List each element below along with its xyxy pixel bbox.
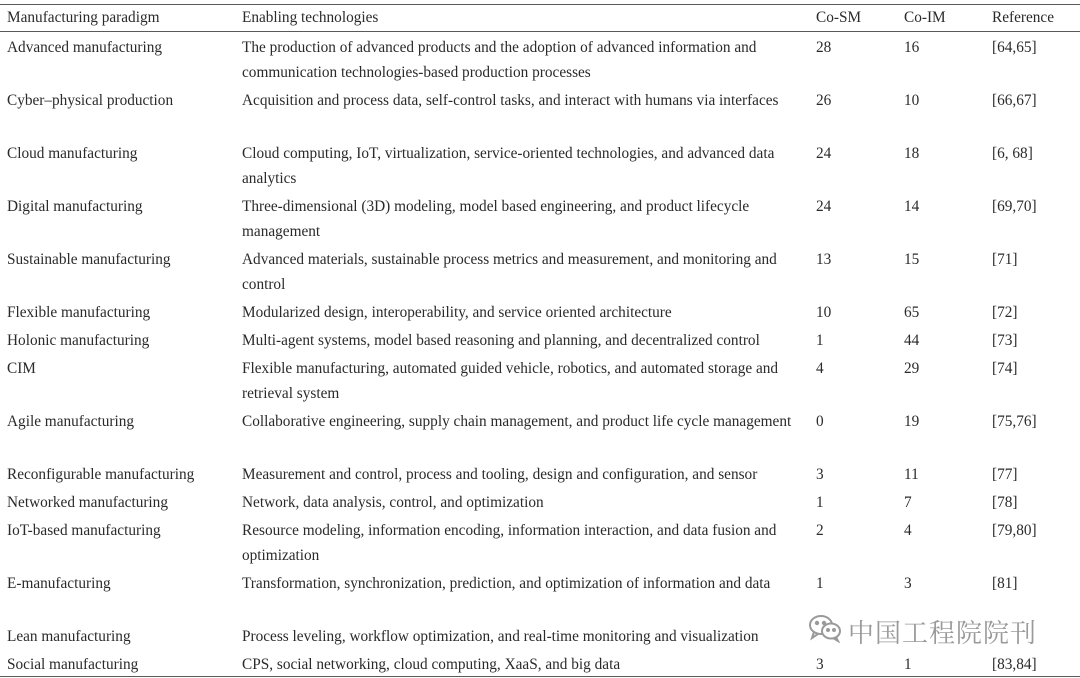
co-im-cell: 18	[904, 145, 920, 162]
paradigm-cell: E-manufacturing	[7, 575, 111, 592]
reference-cell: [73]	[992, 332, 1018, 349]
table-header-row	[0, 5, 1080, 32]
table-row	[0, 297, 1080, 325]
co-im-cell: 1	[904, 656, 912, 673]
table-row	[0, 459, 1080, 487]
co-im-cell: 15	[904, 251, 920, 268]
reference-cell: [71]	[992, 251, 1018, 268]
technologies-cell: Advanced materials, sustainable process metrics and measurement, and monitoring and control	[242, 251, 777, 293]
technologies-cell: Collaborative engineering, supply chain management, and product life cycle management	[242, 413, 792, 430]
technologies-cell: Resource modeling, information encoding, information interaction, and data fusion and optimization	[242, 522, 777, 564]
co-sm-cell: 3	[816, 466, 824, 483]
table-row	[0, 191, 1080, 244]
table-row	[0, 515, 1080, 568]
technologies-cell: Acquisition and process data, self-control tasks, and interact with humans via interfaces	[242, 92, 779, 109]
co-sm-cell: 3	[816, 656, 824, 673]
header-paradigm: Manufacturing paradigm	[7, 9, 160, 26]
watermark-text: 中国工程院院刊	[848, 618, 1038, 649]
reference-cell: [83,84]	[992, 656, 1037, 673]
co-sm-cell: 24	[816, 145, 832, 162]
table-row	[0, 649, 1080, 677]
reference-cell: [64,65]	[992, 39, 1037, 56]
paradigm-cell: Social manufacturing	[7, 656, 139, 673]
technologies-cell: Modularized design, interoperability, and service oriented architecture	[242, 304, 672, 321]
co-im-cell: 44	[904, 332, 920, 349]
header-technologies: Enabling technologies	[242, 9, 379, 26]
paradigm-cell: Flexible manufacturing	[7, 304, 151, 321]
co-im-cell: 65	[904, 304, 920, 321]
manufacturing-paradigms-table	[0, 5, 1080, 677]
co-sm-cell: 1	[816, 575, 824, 592]
co-sm-cell: 4	[816, 360, 824, 377]
header-co-sm: Co-SM	[816, 9, 862, 26]
table-row	[0, 85, 1080, 138]
co-im-cell: 11	[904, 466, 919, 483]
paradigm-cell: CIM	[7, 360, 36, 377]
paradigm-cell: Cyber–physical production	[7, 92, 174, 109]
watermark	[808, 613, 1037, 649]
paradigm-cell: Advanced manufacturing	[7, 39, 163, 56]
paradigm-cell: Holonic manufacturing	[7, 332, 150, 349]
reference-cell: [75,76]	[992, 413, 1037, 430]
co-im-cell: 4	[904, 522, 912, 539]
table-row	[0, 406, 1080, 459]
co-im-cell: 3	[904, 575, 912, 592]
technologies-cell: Network, data analysis, control, and optimization	[242, 494, 544, 511]
paradigm-cell: Agile manufacturing	[7, 413, 135, 430]
table-row	[0, 138, 1080, 191]
technologies-cell: Process leveling, workflow optimization, and real-time monitoring and visualization	[242, 628, 759, 645]
table-row	[0, 353, 1080, 406]
paradigm-cell: IoT-based manufacturing	[7, 522, 161, 539]
paradigm-cell: Digital manufacturing	[7, 198, 143, 215]
reference-cell: [81]	[992, 575, 1018, 592]
co-sm-cell: 1	[816, 494, 824, 511]
co-im-cell: 19	[904, 413, 920, 430]
wechat-icon	[808, 613, 848, 650]
co-sm-cell: 26	[816, 92, 832, 109]
reference-cell: [72]	[992, 304, 1018, 321]
co-sm-cell: 1	[816, 332, 824, 349]
technologies-cell: Cloud computing, IoT, virtualization, service-oriented technologies, and advanced data analytics	[242, 145, 775, 187]
paradigm-cell: Sustainable manufacturing	[7, 251, 171, 268]
paradigm-cell: Cloud manufacturing	[7, 145, 138, 162]
header-reference: Reference	[992, 9, 1054, 26]
co-im-cell: 14	[904, 198, 920, 215]
co-sm-cell: 24	[816, 198, 832, 215]
technologies-cell: Transformation, synchronization, prediction, and optimization of information and data	[242, 575, 771, 592]
technologies-cell: Measurement and control, process and tooling, design and configuration, and sensor	[242, 466, 758, 483]
table-row	[0, 244, 1080, 297]
technologies-cell: Three-dimensional (3D) modeling, model based engineering, and product lifecycle management	[242, 198, 750, 240]
co-im-cell: 10	[904, 92, 920, 109]
header-co-im: Co-IM	[904, 9, 946, 26]
table-row	[0, 325, 1080, 353]
reference-cell: [77]	[992, 466, 1018, 483]
technologies-cell: Flexible manufacturing, automated guided vehicle, robotics, and automated storage and retrieval system	[242, 360, 779, 402]
reference-cell: [74]	[992, 360, 1018, 377]
co-im-cell: 16	[904, 39, 920, 56]
reference-cell: [69,70]	[992, 198, 1037, 215]
technologies-cell: CPS, social networking, cloud computing, XaaS, and big data	[242, 656, 621, 673]
co-sm-cell: 2	[816, 522, 824, 539]
technologies-cell: The production of advanced products and the adoption of advanced information and communication technologies-based production processes	[242, 39, 757, 81]
co-sm-cell: 28	[816, 39, 832, 56]
co-sm-cell: 10	[816, 304, 832, 321]
reference-cell: [66,67]	[992, 92, 1037, 109]
reference-cell: [79,80]	[992, 522, 1037, 539]
co-sm-cell: 13	[816, 251, 832, 268]
technologies-cell: Multi-agent systems, model based reasoning and planning, and decentralized control	[242, 332, 760, 349]
co-im-cell: 7	[904, 494, 912, 511]
paradigm-cell: Reconfigurable manufacturing	[7, 466, 195, 483]
table-row	[0, 32, 1080, 85]
table-row	[0, 487, 1080, 515]
paradigm-cell: Lean manufacturing	[7, 628, 131, 645]
reference-cell: [78]	[992, 494, 1018, 511]
paradigm-cell: Networked manufacturing	[7, 494, 168, 511]
reference-cell: [6, 68]	[992, 145, 1033, 162]
co-im-cell: 29	[904, 360, 920, 377]
co-sm-cell: 0	[816, 413, 824, 430]
